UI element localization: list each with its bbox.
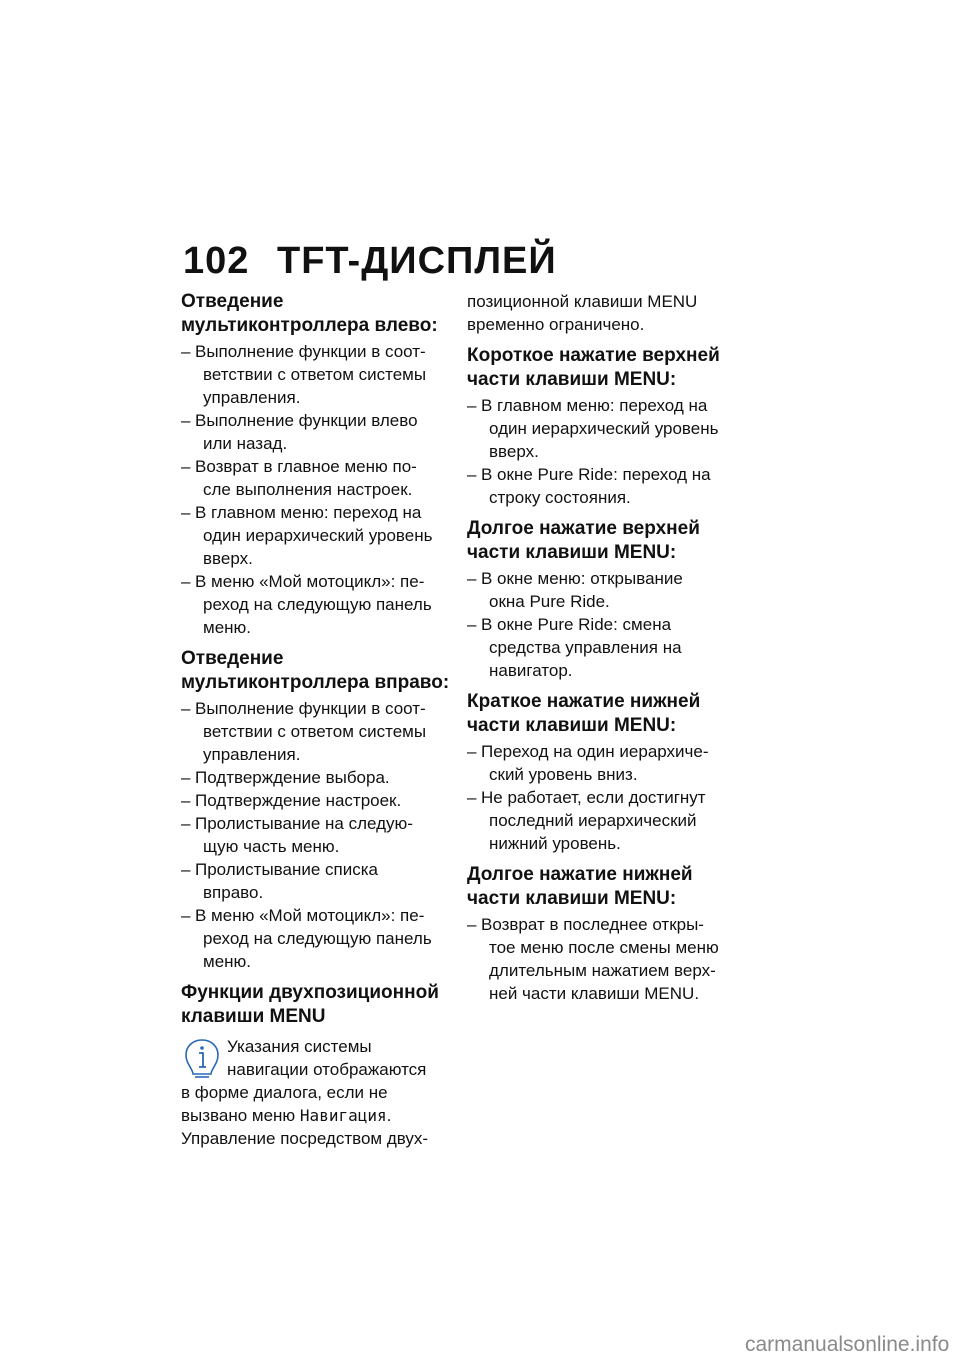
- list-item: – В меню «Мой мотоцикл»: пе- реход на следующую панель меню.: [181, 572, 432, 637]
- list-item: – Не работает, если достигнут последний иерархический нижний уровень.: [467, 788, 706, 853]
- list-item: – Пролистывание списка вправо.: [181, 860, 378, 902]
- list-item: – Подтверждение настроек.: [181, 791, 402, 810]
- list-item: – В окне меню: открывание окна Pure Ride.: [467, 569, 683, 611]
- section-menu-key-functions: [181, 981, 446, 1150]
- list-item: – Пролистывание на следую- щую часть меню.: [181, 814, 413, 856]
- section-long-press-top: [467, 517, 732, 682]
- section-multicontroller-left: [181, 290, 446, 639]
- section-short-press-bottom: [467, 690, 732, 855]
- section-title: Короткое нажатие верхней части клавиши MENU:: [467, 345, 720, 390]
- section-multicontroller-right: [181, 647, 450, 973]
- list-item: – Возврат в последнее откры- тое меню после смены меню длительным нажатием верх- ней части клавиши MENU.: [467, 915, 719, 1003]
- section-title: Функции двухпозиционной клавиши MENU: [181, 982, 439, 1027]
- list-item: – В окне Pure Ride: смена средства управления на навигатор.: [467, 615, 682, 680]
- list-item: – В меню «Мой мотоцикл»: пе- реход на следующую панель меню.: [181, 906, 432, 971]
- list-item: – Выполнение функции в соот- ветствии с ответом системы управления.: [181, 342, 427, 407]
- left-column: [181, 290, 450, 1150]
- paragraph-line: Управление посредством двух-: [181, 1129, 429, 1148]
- menu-name-navigation: Навигация: [299, 1106, 387, 1125]
- item-list: [467, 567, 732, 682]
- section-title: Отведение мультиконтроллера вправо:: [181, 648, 450, 693]
- watermark: carmanualsonline.info: [745, 1333, 950, 1356]
- item-list: [181, 697, 446, 973]
- page-number: 102: [183, 240, 250, 282]
- list-item: – В главном меню: переход на один иерархический уровень вверх.: [181, 503, 433, 568]
- info-note: Указания системы навигации отображаются: [181, 1035, 446, 1081]
- right-column: [467, 290, 732, 1005]
- section-title: Долгое нажатие верхней части клавиши MENU:: [467, 518, 700, 563]
- item-list: [467, 913, 732, 1005]
- section-short-press-top: [467, 344, 732, 509]
- list-item: – Подтверждение выбора.: [181, 768, 390, 787]
- item-list: [467, 740, 732, 855]
- page-header: [183, 240, 557, 283]
- paragraph-line: в форме диалога, если не: [181, 1083, 388, 1102]
- list-item: – Выполнение функции в соот- ветствии с ответом системы управления.: [181, 699, 427, 764]
- page-title: TFT-ДИСПЛЕЙ: [277, 240, 557, 282]
- item-list: [181, 340, 446, 639]
- paragraph-line: вызвано меню Навигация.: [181, 1106, 392, 1125]
- paragraph-line: временно ограничено.: [467, 315, 645, 334]
- section-title: Краткое нажатие нижней части клавиши MENU:: [467, 691, 701, 736]
- list-item: – В главном меню: переход на один иерархический уровень вверх.: [467, 396, 719, 461]
- list-item: – Возврат в главное меню по- сле выполнения настроек.: [181, 457, 417, 499]
- list-item: – В окне Pure Ride: переход на строку состояния.: [467, 465, 711, 507]
- item-list: [467, 394, 732, 509]
- section-title: Долгое нажатие нижней части клавиши MENU:: [467, 864, 693, 909]
- list-item: – Переход на один иерархиче- ский уровень вниз.: [467, 742, 709, 784]
- section-title: Отведение мультиконтроллера влево:: [181, 291, 438, 336]
- list-item: – Выполнение функции влево или назад.: [181, 411, 418, 453]
- section-long-press-bottom: [467, 863, 732, 1005]
- info-icon: [183, 1037, 221, 1081]
- paragraph-line: позиционной клавиши MENU: [467, 292, 698, 311]
